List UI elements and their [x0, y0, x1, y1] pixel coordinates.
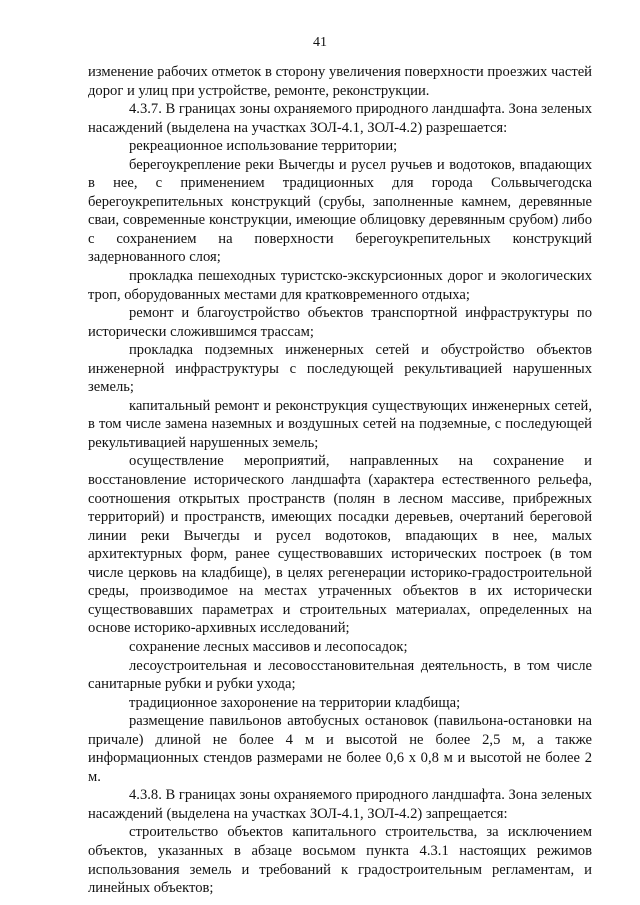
paragraph: 4.3.8. В границах зоны охраняемого природного ландшафта. Зона зеленых насаждений (выделена на участках ЗОЛ-4.1, ЗОЛ-4.2) запрещается: [88, 787, 592, 822]
document-body [88, 63, 592, 898]
paragraph: традиционное захоронение на территории кладбища; [129, 694, 461, 711]
paragraph: берегоукрепление реки Вычегды и русел ручьев и водотоков, впадающих в нее, с применением традиционных для города Сольвычегодска берегоукрепительных конструкций (срубы, заполненные камнем, деревянные сваи, современные конструкции, имеющие облицовку деревянным срубом) либо с сохранением на поверхности берегоукрепительных конструкций задернованного слоя; [88, 156, 592, 266]
paragraph: прокладка пешеходных туристско-экскурсионных дорог и экологических троп, оборудованных местами для кратковременного отдыха; [88, 268, 592, 303]
paragraph: прокладка подземных инженерных сетей и обустройство объектов инженерной инфраструктуры с последующей рекультивацией нарушенных земель; [88, 342, 592, 396]
paragraph: рекреационное использование территории; [129, 138, 398, 155]
paragraph: ремонт и благоустройство объектов транспортной инфраструктуры по исторически сложившимся трассам; [88, 305, 592, 340]
paragraph: лесоустроительная и лесовосстановительная деятельность, в том числе санитарные рубки и рубки ухода; [88, 657, 592, 693]
paragraph: изменение рабочих отметок в сторону увеличения поверхности проезжих частей дорог и улиц при устройстве, ремонте, реконструкции. [88, 64, 592, 99]
paragraph: размещение павильонов автобусных остановок (павильона-остановки на причале) длиной не более 4 м и высотой не более 2,5 м, а также информационных стендов размерами не более 0,6 х 0,8 м и высотой не более 2 м. [88, 713, 592, 785]
page-number: 41 [313, 35, 327, 50]
paragraph: капитальный ремонт и реконструкция существующих инженерных сетей, в том числе замена наземных и воздушных сетей на подземные, с последующей рекультивацией нарушенных земель; [88, 397, 592, 451]
paragraph: 4.3.7. В границах зоны охраняемого природного ландшафта. Зона зеленых насаждений (выделена на участках ЗОЛ-4.1, ЗОЛ-4.2) разрешается: [88, 101, 592, 136]
paragraph: строительство объектов капитального строительства, за исключением объектов, указанных в абзаце восьмом пункта 4.3.1 настоящих режимов использования земель и требований к градостроительным регламентам, и линейных объектов; [88, 824, 592, 897]
paragraph: осуществление мероприятий, направленных на сохранение и восстановление исторического ландшафта (характера естественного рельефа, соотношения открытых пространств (полян в лесном массиве, прибрежных территорий) и пространств, имеющих посадки деревьев, очертаний береговой линии реки Вычегды и русел водотоков, впадающих в нее, малых архитектурных форм, ранее существовавших исторических построек (в том числе церковь на кладбище), в целях регенерации историко-градостроительной среды, производимое на местах утраченных объектов в их исторически существовавших параметрах и строительных материалах, определенных на основе историко-архивных исследований; [88, 453, 592, 637]
paragraph: сохранение лесных массивов и лесопосадок; [129, 638, 408, 655]
